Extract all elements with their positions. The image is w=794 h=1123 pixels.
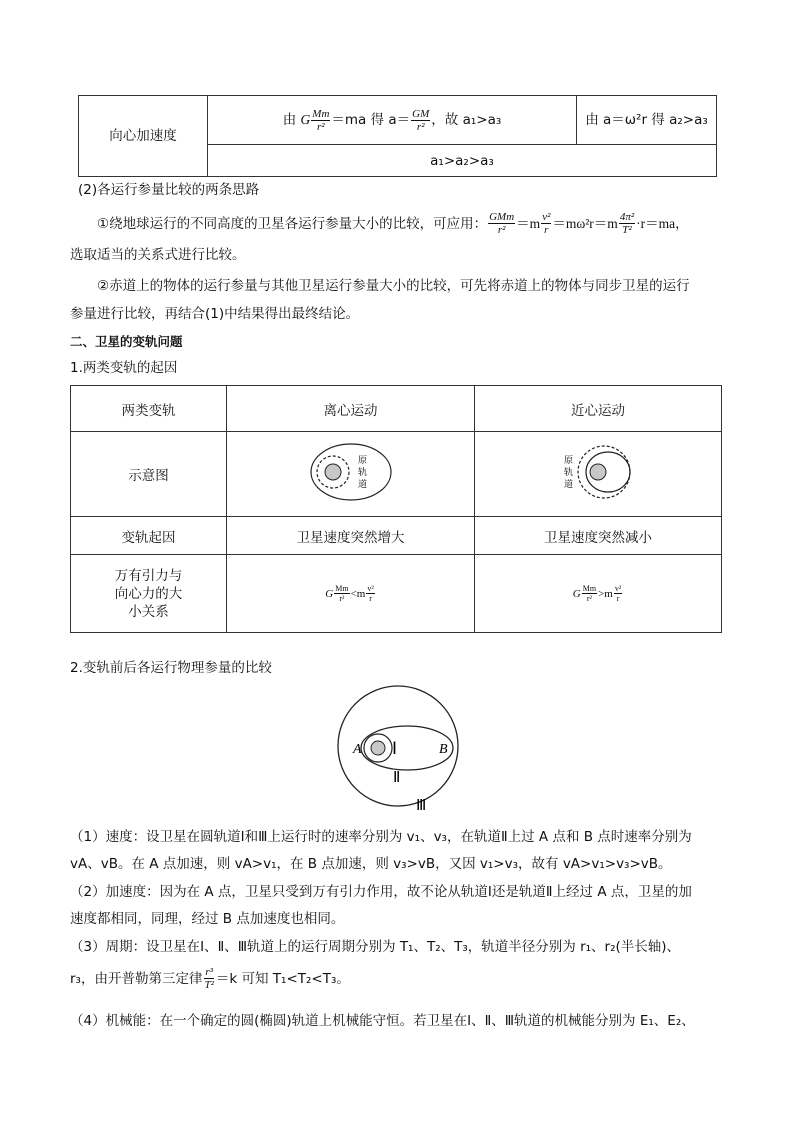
label-point-b: B <box>439 742 448 757</box>
para-period-line2: r₃，由开普勒第三定律 $\frac{\text{r³}}{\text{T²}}$ ＝k 可知 T₁<T₂<T₃。 <box>70 966 350 991</box>
label-orbit-iii: Ⅲ <box>416 798 427 814</box>
para-energy-line1: （4）机械能：在一个确定的圆(椭圆)轨道上机械能守恒。若卫星在Ⅰ、Ⅱ、Ⅲ轨道的机械能分别为 E₁、E₂、 <box>70 1013 695 1029</box>
section-title-comparison: (2)各运行参量比较的两条思路 <box>78 182 260 198</box>
header-centripetal: 近心运动 <box>475 386 722 432</box>
cell-conclusion: a₁>a₂>a₃ <box>208 145 717 177</box>
diagram-centripetal <box>475 432 722 517</box>
orbit-change-table <box>70 385 722 633</box>
fraction: $\frac{\text{v²}}{r}$ <box>542 211 551 236</box>
relation-centrifugal: G $\frac{Mm}{\text{r²}}$ <m $\frac{\text{v²}}{r}$ <box>227 555 475 633</box>
para-acceleration-line2: 速度都相同，同理，经过 B 点加速度也相同。 <box>70 911 345 927</box>
para-velocity-line1: （1）速度：设卫星在圆轨道Ⅰ和Ⅲ上运行时的速率分别为 v₁、v₃，在轨道Ⅱ上过 A 点和 B 点时速率分别为 <box>70 829 692 845</box>
paragraph-idea-2-line2: 参量进行比较，再结合(1)中结果得出最终结论。 <box>70 306 360 322</box>
subheading-causes: 1.两类变轨的起因 <box>70 360 178 376</box>
svg-text:原: 原 <box>564 456 574 466</box>
fraction: $\frac{GM}{\text{r²}}$ <box>412 107 430 133</box>
acceleration-table <box>78 95 717 177</box>
row-label-acceleration: 向心加速度 <box>79 96 208 177</box>
fraction: $\frac{\text{v²}}{r}$ <box>367 584 374 603</box>
svg-text:轨: 轨 <box>357 468 367 478</box>
svg-text:轨: 轨 <box>564 468 574 478</box>
fraction: $\frac{\text{GMm}}{\text{r²}}$ <box>489 211 515 236</box>
diagram-centrifugal <box>227 432 475 517</box>
fraction: $\frac{\text{v²}}{r}$ <box>614 584 622 603</box>
svg-text:道: 道 <box>357 480 367 490</box>
cause-centrifugal: 卫星速度突然增大 <box>227 517 475 555</box>
row-diagram-label: 示意图 <box>71 432 227 517</box>
svg-text:原: 原 <box>357 456 367 466</box>
header-centrifugal: 离心运动 <box>227 386 475 432</box>
orbit-transfer-diagram <box>318 682 478 814</box>
label-point-a: A <box>353 742 362 757</box>
para-acceleration-line1: （2）加速度：因为在 A 点，卫星只受到万有引力作用，故不论从轨道Ⅰ还是轨道Ⅱ上经过 A 点，卫星的加 <box>70 884 692 900</box>
cause-centripetal: 卫星速度突然减小 <box>475 517 722 555</box>
para-velocity-line2: vA、vB。在 A 点加速，则 vA>v₁，在 B 点加速，则 v₃>vB，又因 v₁>v₃，故有 vA>v₁>v₃>vB。 <box>70 856 672 872</box>
header-type: 两类变轨 <box>71 386 227 432</box>
paragraph-idea-1: ①绕地球运行的不同高度的卫星各运行参量大小的比较，可应用： $\frac{\text{GMm}}{\text{r²}}$ ＝m $\frac{\text{v²}}{r}$ ＝mω²r＝m $\frac{\text{4π²}}{\text{T²}}$ ·r＝ma， <box>97 211 689 236</box>
subheading-comparison: 2.变轨前后各运行物理参量的比较 <box>70 660 272 676</box>
centripetal-orbit-diagram <box>548 437 648 507</box>
fraction: $\frac{Mm}{\text{r²}}$ <box>335 584 349 603</box>
svg-text:道: 道 <box>564 480 574 490</box>
centrifugal-orbit-diagram <box>301 437 401 507</box>
row-cause-label: 变轨起因 <box>71 517 227 555</box>
relation-centripetal: G $\frac{Mm}{\text{r²}}$ >m $\frac{\text{v²}}{r}$ <box>475 555 722 633</box>
label-orbit-i: Ⅰ <box>392 739 398 758</box>
para-period-line1: （3）周期：设卫星在Ⅰ、Ⅱ、Ⅲ轨道上的运行周期分别为 T₁、T₂、T₃，轨道半径分别为 r₁、r₂(半长轴)、 <box>70 939 681 955</box>
fraction: $\frac{\text{4π²}}{\text{T²}}$ <box>619 211 635 236</box>
paragraph-idea-1-cont: 选取适当的关系式进行比较。 <box>70 247 246 263</box>
fraction: $\frac{\text{r³}}{\text{T²}}$ <box>204 966 214 991</box>
label-orbit-ii: Ⅱ <box>393 770 401 786</box>
cell-formula-1: 由 G $\frac{Mm}{\text{r²}}$ ＝ma 得 a＝ $\frac{GM}{\text{r²}}$ ，故 a₁>a₃ <box>208 96 577 145</box>
fraction: $\frac{Mm}{\text{r²}}$ <box>312 107 330 133</box>
row-relation-label: 万有引力与向心力的大小关系 <box>71 555 227 633</box>
heading-orbit-change: 二、卫星的变轨问题 <box>70 334 183 349</box>
paragraph-idea-2-line1: ②赤道上的物体的运行参量与其他卫星运行参量大小的比较，可先将赤道上的物体与同步卫星的运行 <box>97 278 690 294</box>
cell-formula-2: 由 a＝ω²r 得 a₂>a₃ <box>577 96 717 145</box>
fraction: $\frac{Mm}{\text{r²}}$ <box>582 584 597 603</box>
